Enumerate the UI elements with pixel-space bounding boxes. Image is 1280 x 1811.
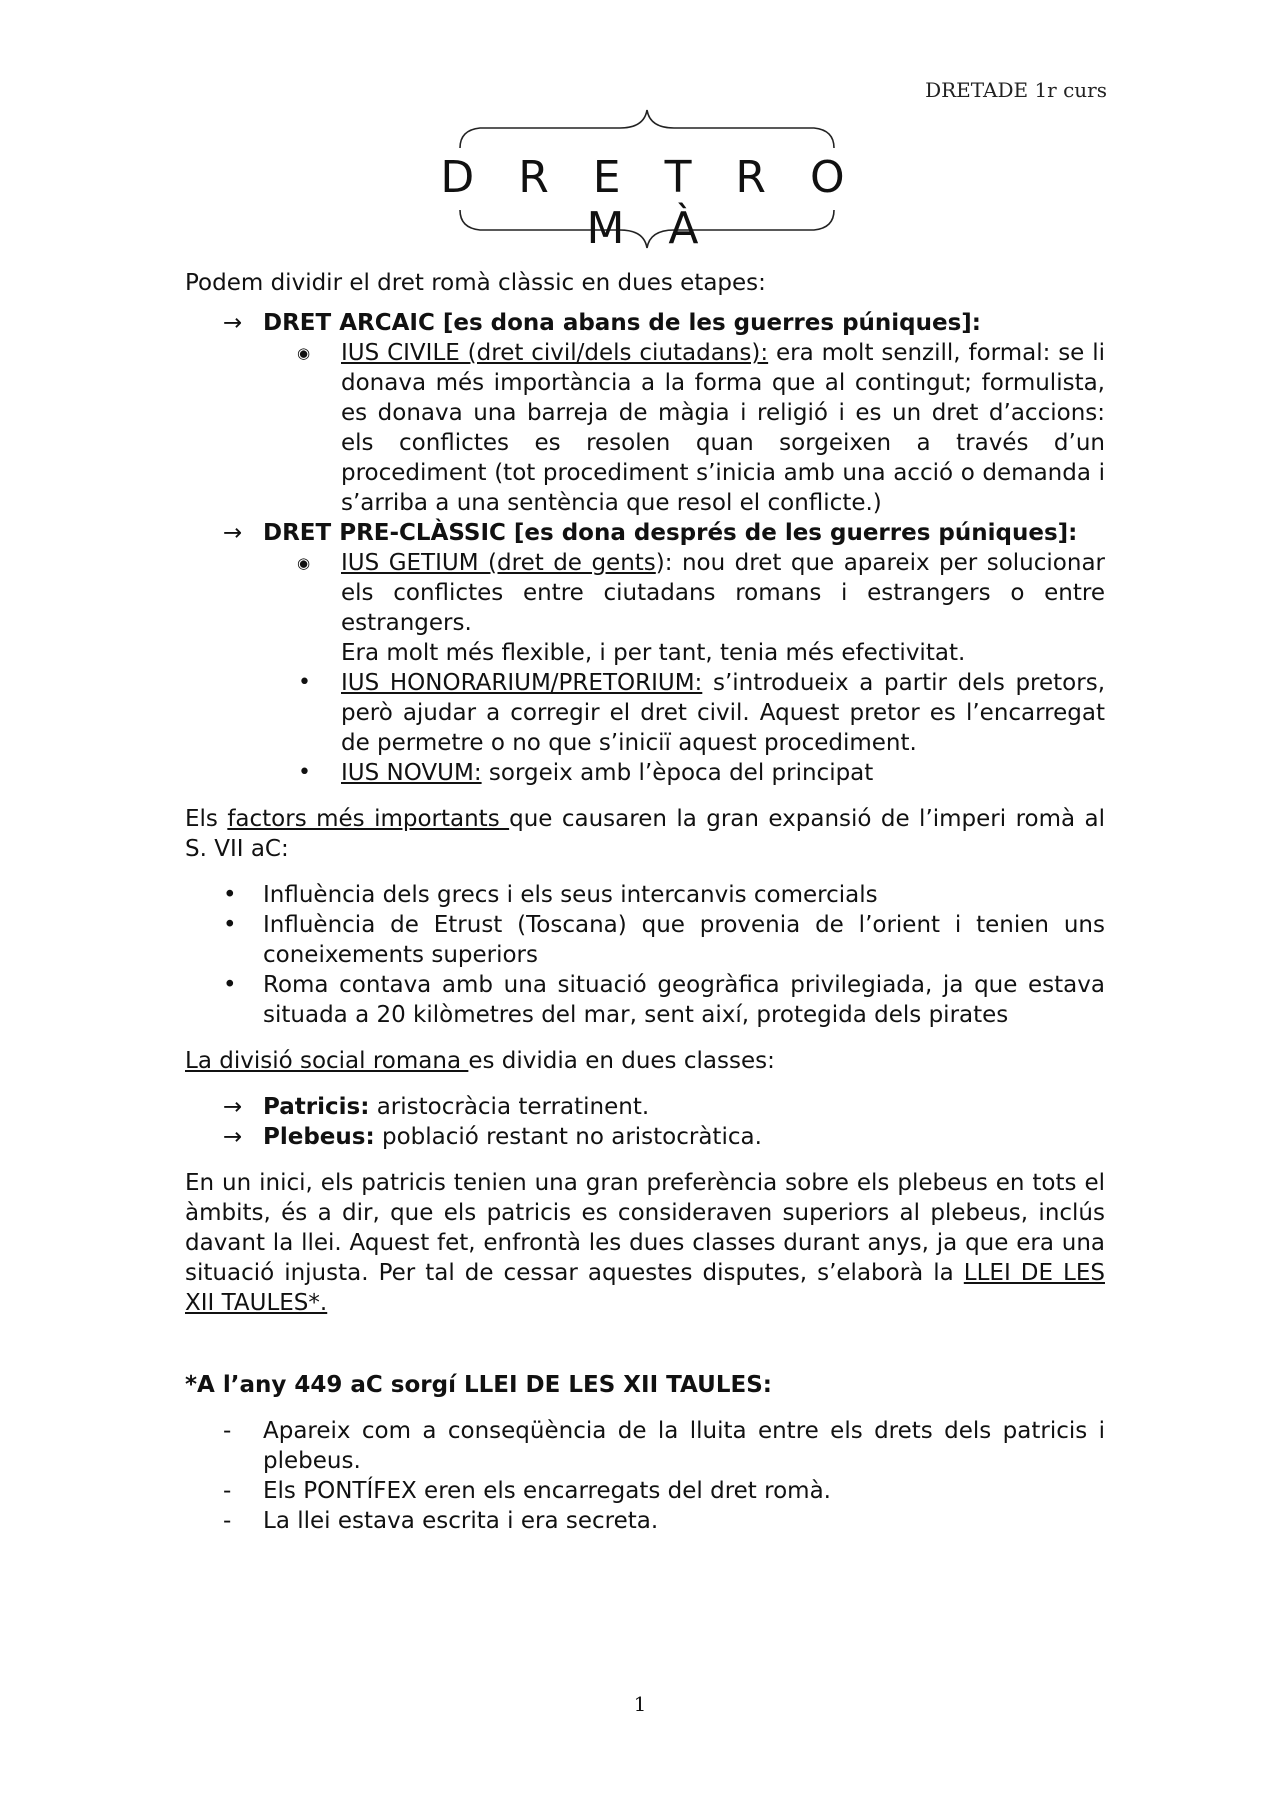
- sub-item-term: IUS CIVILE (dret civil/dels ciutadans):: [341, 340, 769, 366]
- note-text: Els PONTÍFEX eren els encarregats del dret romà.: [263, 1478, 831, 1504]
- dash-icon: -: [223, 1478, 232, 1504]
- bullet-icon: •: [223, 882, 237, 908]
- class-name: Plebeus:: [263, 1124, 375, 1150]
- stage-heading: DRET PRE-CLÀSSIC [es dona després de les guerres púniques]:: [263, 520, 1078, 546]
- main-paragraph: [185, 1168, 1105, 1318]
- factor-item: [185, 880, 1105, 910]
- factors-link: factors més importants: [227, 806, 510, 832]
- class-desc: població restant no aristocràtica.: [374, 1124, 762, 1150]
- circle-bullet-icon: ◉: [297, 344, 311, 362]
- sub-item-ius-honorarium: [185, 668, 1105, 758]
- stage-archaic: [185, 308, 1105, 338]
- note-item: [185, 1506, 1105, 1536]
- dash-icon: -: [223, 1418, 232, 1444]
- factors-prefix: Els: [185, 806, 228, 832]
- note-item: [185, 1416, 1105, 1476]
- note-item: [185, 1476, 1105, 1506]
- class-name: Patricis:: [263, 1094, 370, 1120]
- sub-item-term: IUS GETIUM (dret de gents: [341, 550, 656, 576]
- factor-text: Influència dels grecs i els seus intercanvis comercials: [263, 882, 878, 908]
- circle-bullet-icon: ◉: [297, 554, 311, 572]
- bullet-icon: •: [223, 912, 237, 938]
- social-link: La divisió social romana: [185, 1048, 469, 1074]
- factor-item: [185, 910, 1105, 970]
- sub-item-text: ): nou dret que apareix per solucionar els conflictes entre ciutadans romans i estrangers o entre estrangers.: [341, 550, 1105, 636]
- factors-suffix: que causaren la gran expansió de l’imperi romà al S. VII aC:: [185, 806, 1105, 862]
- bullet-icon: •: [298, 760, 311, 785]
- factor-text: Roma contava amb una situació geogràfica privilegiada, ja que estava situada a 20 kilòmetres del mar, sent així, protegida dels pirates: [263, 972, 1105, 1028]
- sub-item-ius-novum: [185, 758, 1105, 788]
- arrow-icon: →: [223, 1124, 243, 1150]
- note-text: La llei estava escrita i era secreta.: [263, 1508, 659, 1534]
- page-number: 1: [633, 1692, 647, 1716]
- dash-icon: -: [223, 1508, 232, 1534]
- stage-heading: DRET ARCAIC [es dona abans de les guerres púniques]:: [263, 310, 981, 336]
- main-paragraph-text: En un inici, els patricis tenien una gran preferència sobre els plebeus en tots el àmbits, és a dir, que els patricis es consideraven superiors al plebeus, inclús davant la llei. Aquest fet, enfrontà les dues classes durant anys, ja que era una situació injusta. Per tal de cessar aquestes disputes, s’elaborà la: [185, 1170, 1105, 1286]
- class-desc: aristocràcia terratinent.: [369, 1094, 650, 1120]
- sub-item-ius-getium: [185, 548, 1105, 668]
- note-heading: *A l’any 449 aC sorgí LLEI DE LES XII TAULES:: [185, 1372, 772, 1398]
- class-item-patricis: [185, 1092, 1105, 1122]
- bullet-icon: •: [223, 972, 237, 998]
- stage-pre-classic: [185, 518, 1105, 548]
- sub-item-text: sorgeix amb l’època del principat: [481, 760, 874, 786]
- page-title: D R E T R O M À: [440, 152, 860, 254]
- bullet-icon: •: [298, 670, 311, 695]
- class-item-plebeus: [185, 1122, 1105, 1152]
- sub-item-term: IUS HONORARIUM/PRETORIUM:: [341, 670, 703, 696]
- social-suffix: es dividia en dues classes:: [468, 1048, 775, 1074]
- sub-item-text: era molt senzill, formal: se li donava més importància a la forma que al contingut; formulista, es donava una barreja de màgia i religió i es un dret d’accions: els conflictes es resolen quan sorgeixen a través d’un procediment (tot procediment s’inicia amb una acció o demanda i s’arriba a una sentència que resol el conflicte.): [341, 340, 1105, 516]
- arrow-icon: →: [223, 310, 243, 336]
- arrow-icon: →: [223, 520, 243, 546]
- factors-paragraph: [185, 804, 1105, 864]
- arrow-icon: →: [223, 1094, 243, 1120]
- sub-item-ius-civile: [185, 338, 1105, 518]
- paragraph-link: LLEI DE LES XII TAULES*.: [185, 1260, 1105, 1316]
- sub-item-term: IUS NOVUM:: [341, 760, 482, 786]
- factor-item: [185, 970, 1105, 1030]
- factor-text: Influència de Etrust (Toscana) que provenia de l’orient i tenien uns coneixements superiors: [263, 912, 1105, 968]
- header-course: DRETADE 1r curs: [925, 78, 1107, 102]
- social-paragraph: [185, 1046, 1105, 1076]
- title-frame: [440, 100, 860, 255]
- sub-item-extra: Era molt més flexible, i per tant, tenia més efectivitat.: [341, 640, 966, 666]
- intro-text: Podem dividir el dret romà clàssic en dues etapes:: [185, 270, 766, 296]
- note-text: Apareix com a conseqüència de la lluita entre els drets dels patricis i plebeus.: [263, 1418, 1105, 1474]
- document-body: [185, 268, 1105, 1536]
- sub-item-text: s’introdueix a partir dels pretors, però ajudar a corregir el dret civil. Aquest pretor es l’encarregat de permetre o no que s’iniciï aquest procediment.: [341, 670, 1105, 756]
